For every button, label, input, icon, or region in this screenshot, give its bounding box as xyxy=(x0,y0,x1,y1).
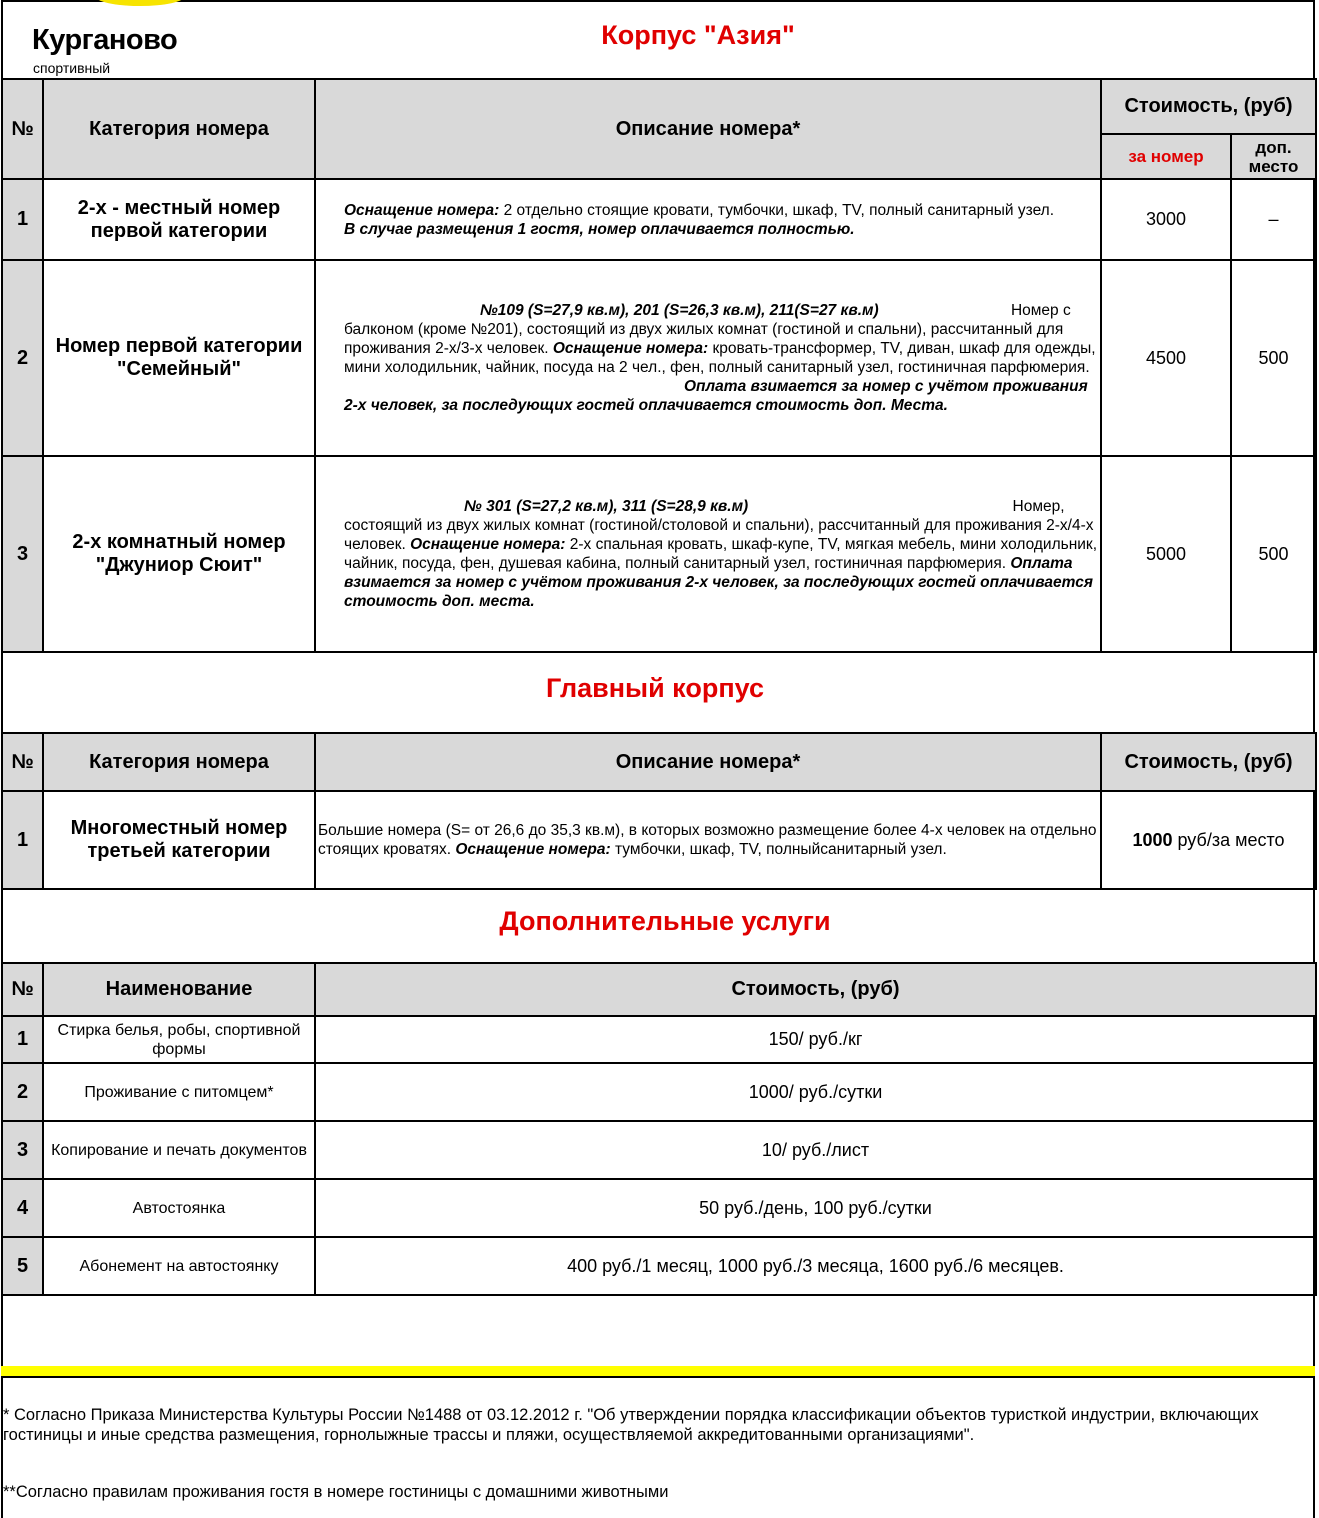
room-numbers: №109 (S=27,9 кв.м), 201 (S=26,3 кв.м), 211(S=27 кв.м) xyxy=(480,302,879,319)
room-description xyxy=(315,179,1101,260)
asia-section-title: Корпус "Азия" xyxy=(601,20,795,50)
service-price: 400 руб./1 месяц, 1000 руб./3 месяца, 1600 руб./6 месяцев. xyxy=(315,1237,1316,1295)
room-description xyxy=(315,260,1101,456)
room-text: Номер, состоящий из двух жилых комнат (гостиной/столовой и спальни), рассчитанный для проживания 2-х/4-х человек. xyxy=(344,498,1094,553)
services-section-title: Дополнительные услуги xyxy=(499,906,831,936)
asia-rooms-table xyxy=(1,78,1317,653)
row-num: 4 xyxy=(2,1179,43,1237)
equipment-text: кровать-трансформер, TV, диван, шкаф для одежды, мини холодильник, чайник, посуда на 2 чел., фен, полный санитарный узел, гостиничная парфюмерия. xyxy=(344,340,1096,376)
service-price: 150/ руб./кг xyxy=(315,1016,1316,1063)
service-name: Автостоянка xyxy=(43,1179,315,1237)
yellow-stripe xyxy=(1,1366,1315,1378)
room-price: 3000 xyxy=(1101,179,1231,260)
header-category: Категория номера xyxy=(43,79,315,179)
extra-bed-price: 500 xyxy=(1231,260,1316,456)
payment-note: В случае размещения 1 гостя, номер оплачивается полностью. xyxy=(344,220,855,238)
service-price: 1000/ руб./сутки xyxy=(315,1063,1316,1121)
row-num: 2 xyxy=(2,260,43,456)
extra-bed-price: 500 xyxy=(1231,456,1316,652)
empty-area xyxy=(1,1292,1315,1368)
equipment-text: 2 отдельно стоящие кровати, тумбочки, шкаф, TV, полный санитарный узел. xyxy=(499,201,1055,219)
service-name: Копирование и печать документов xyxy=(43,1121,315,1179)
equipment-label: Оснащение номера: xyxy=(455,841,611,858)
room-text: Номер с балконом (кроме №201), состоящий из двух жилых комнат (гостиной и спальни), рассчитанный для проживания 2-х/3-х человек. xyxy=(344,302,1071,357)
table-row xyxy=(2,791,1316,889)
equipment-label: Оснащение номера: xyxy=(410,536,566,553)
header-cost: Стоимость, (руб) xyxy=(315,963,1316,1016)
service-price: 50 руб./день, 100 руб./сутки xyxy=(315,1179,1316,1237)
equipment-label: Оснащение номера: xyxy=(344,201,500,219)
header-num: № xyxy=(2,963,43,1016)
room-category: 2-х комнатный номер "Джуниор Сюит" xyxy=(43,456,315,652)
row-num: 3 xyxy=(2,1121,43,1179)
footnote-2: **Согласно правилам проживания гостя в номере гостиницы с домашними животными xyxy=(3,1483,669,1501)
row-num: 3 xyxy=(2,456,43,652)
service-name: Абонемент на автостоянку xyxy=(43,1237,315,1295)
logo-name: Курганово xyxy=(32,24,178,56)
table-row xyxy=(2,1121,1316,1179)
price-unit: руб/за место xyxy=(1172,829,1285,850)
table-row xyxy=(2,260,1316,456)
logo-subtitle-1: спортивный xyxy=(33,60,111,76)
room-description xyxy=(315,456,1101,652)
main-section-title: Главный корпус xyxy=(545,673,764,703)
payment-note: Оплата взимается за номер с учётом проживания 2-х человек, за последующих гостей оплачивается стоимость доп. места. xyxy=(344,555,1093,610)
table-row xyxy=(2,1237,1316,1295)
header-category: Категория номера xyxy=(43,733,315,791)
room-price xyxy=(1101,791,1316,889)
service-price: 10/ руб./лист xyxy=(315,1121,1316,1179)
extra-bed-price: – xyxy=(1231,179,1316,260)
service-name: Стирка белья, робы, спортивной формы xyxy=(43,1016,315,1063)
header-num: № xyxy=(2,79,43,179)
room-category: 2-х - местный номер первой категории xyxy=(43,179,315,260)
room-text: Большие номера (S= от 26,6 до 35,3 кв.м), в которых возможно размещение более 4-х человек на отдельно стоящих кроватях. xyxy=(318,822,1097,858)
header-cost: Стоимость, (руб) xyxy=(1101,79,1316,134)
row-num: 1 xyxy=(2,179,43,260)
header-per-room: за номер xyxy=(1101,134,1231,179)
equipment-text: 2-х спальная кровать, шкаф-купе, TV, мягкая мебель, мини холодильник, чайник, посуда, фен, душевая кабина, полный санитарный узел, гостиничная парфюмерия. xyxy=(344,536,1098,572)
header-extra-bed xyxy=(1231,134,1316,179)
price-value: 1000 xyxy=(1132,829,1173,850)
table-row xyxy=(2,456,1316,652)
row-num: 1 xyxy=(2,1016,43,1063)
header-cost: Стоимость, (руб) xyxy=(1101,733,1316,791)
room-category: Номер первой категории "Семейный" xyxy=(43,260,315,456)
header-name: Наименование xyxy=(43,963,315,1016)
header-extra-bed-line1: доп. xyxy=(1255,137,1292,157)
service-name: Проживание с питомцем* xyxy=(43,1063,315,1121)
equipment-text: тумбочки, шкаф, TV, полныйсанитарный узел. xyxy=(610,841,947,858)
room-description xyxy=(315,791,1101,889)
main-rooms-table xyxy=(1,732,1317,890)
header-description: Описание номера* xyxy=(315,733,1101,791)
room-numbers: № 301 (S=27,2 кв.м), 311 (S=28,9 кв.м) xyxy=(464,498,749,515)
services-table xyxy=(1,962,1317,1296)
row-num: 5 xyxy=(2,1237,43,1295)
row-num: 2 xyxy=(2,1063,43,1121)
row-num: 1 xyxy=(2,791,43,889)
table-row xyxy=(2,1179,1316,1237)
room-price: 4500 xyxy=(1101,260,1231,456)
table-row xyxy=(2,179,1316,260)
room-price: 5000 xyxy=(1101,456,1231,652)
header-description: Описание номера* xyxy=(315,79,1101,179)
header-num: № xyxy=(2,733,43,791)
table-row xyxy=(2,1063,1316,1121)
footnote-1: * Согласно Приказа Министерства Культуры России №1488 от 03.12.2012 г. "Об утверждении порядка классификации объектов туристкой индустрии, включающих гостиницы и иные средства размещения, горнолыжные трассы и пляжи, осуществляемой аккредитованными организациями". xyxy=(3,1406,1259,1444)
table-row xyxy=(2,1016,1316,1063)
payment-note: Оплата взимается за номер с учётом проживания 2-х человек, за последующих гостей оплачивается стоимость доп. Места. xyxy=(344,378,1088,414)
room-category: Многоместный номер третьей категории xyxy=(43,791,315,889)
header-extra-bed-line2: место xyxy=(1248,156,1299,176)
equipment-label: Оснащение номера: xyxy=(552,340,709,357)
